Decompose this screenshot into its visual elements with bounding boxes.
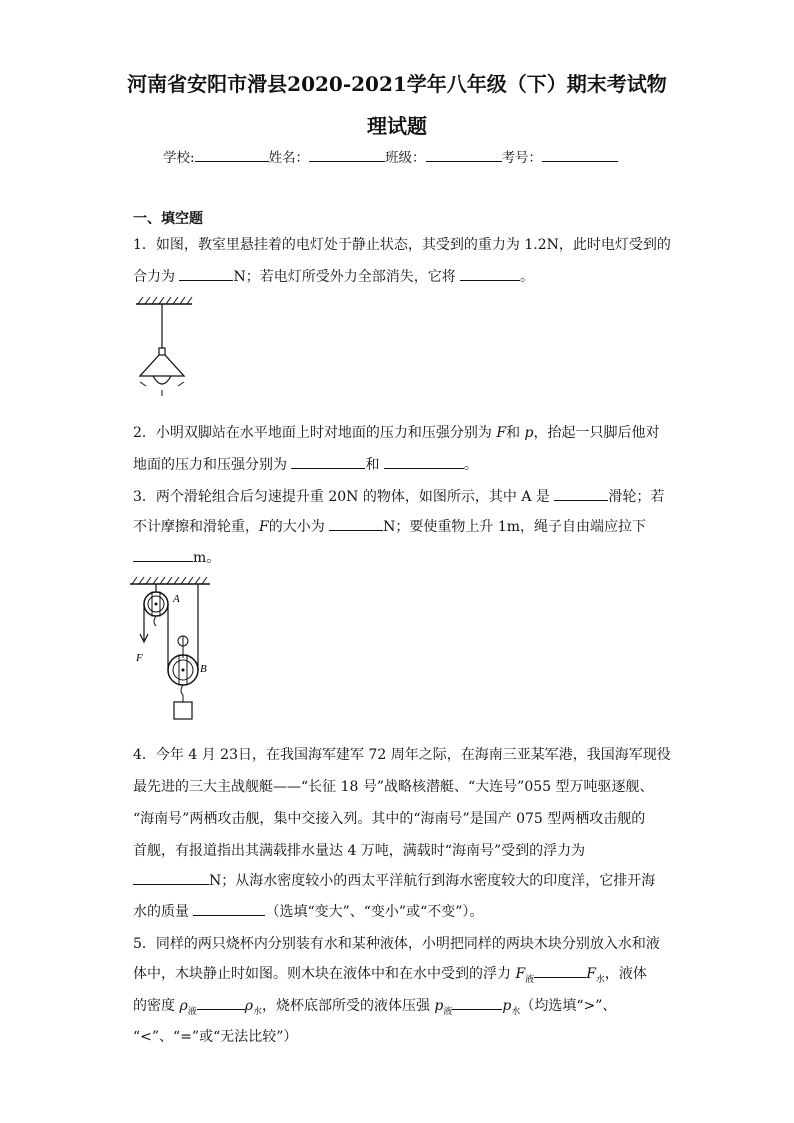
hanging-lamp-figure [134, 294, 194, 404]
q5-line-1: 5．同样的两只烧杯内分别装有水和某种液体，小明把同样的两块木块分别放入水和液 [133, 936, 660, 952]
q3-text-c: 不计摩擦和滑轮重， [133, 519, 259, 535]
q2-line-1 [133, 422, 660, 442]
q3-line-1 [133, 486, 664, 506]
q2-var-p: p [524, 425, 534, 441]
q5-text-c: 的密度 [133, 998, 180, 1014]
q3-blank-2[interactable] [329, 516, 383, 531]
label-f: F [136, 652, 143, 664]
title-line-1: 河南省安阳市滑县2020-2021学年八年级（下）期末考试物 [127, 72, 667, 96]
q5-sub-water: 水 [595, 974, 605, 985]
q5-line-4: “<”、“=”或“无法比较”） [133, 1029, 298, 1045]
q4-line-1: 4．今年 4 月 23日，在我国海军建军 72 周年之际，在海南三亚某军港，我国海军现役 [133, 747, 671, 763]
q2-var-f: F [496, 425, 507, 441]
q5-var-f-water: F [586, 966, 596, 982]
q5-text-b: ，液体 [604, 966, 647, 982]
q3-line-3 [133, 547, 220, 567]
q2-text-d: 和 [365, 457, 384, 473]
q2-blank-2[interactable] [384, 454, 464, 469]
q4-blank-1[interactable] [133, 870, 209, 885]
school-label: 学校: [163, 150, 195, 166]
q3-var-f: F [259, 519, 269, 535]
section-heading: 一、填空题 [133, 211, 203, 227]
q1-blank-2[interactable] [460, 266, 520, 281]
q3-text-d: 的大小为 [268, 519, 330, 535]
q2-text-e: 。 [463, 457, 478, 473]
q5-sub-water-3: 水 [511, 1006, 521, 1017]
q1-text-c: 。 [520, 269, 535, 285]
q4-line-6 [133, 901, 483, 921]
q3-text-b: 滑轮；若 [608, 489, 665, 505]
q5-blank-1[interactable] [534, 963, 586, 978]
q4-text-c: （选填“变大”、“变小”或“不变”）。 [265, 904, 484, 920]
q3-text-a: 3．两个滑轮组合后匀速提升重 20N 的物体，如图所示，其中 A 是 [133, 489, 555, 505]
q5-text-e: （均选填“>”、 [520, 998, 617, 1014]
q5-var-rho-water: ρ [244, 998, 253, 1014]
q2-text-b: ，抬起一只脚后他对 [533, 425, 660, 441]
q3-text-f: m。 [193, 550, 221, 566]
q4-line-2: 最先进的三大主战舰艇——“长征 18 号”战略核潜艇、“大连号”055 型万吨驱逐舰、 [133, 779, 654, 795]
q4-text-b: 水的质量 [133, 904, 194, 920]
pulley-system-figure [126, 574, 216, 724]
label-a: A [173, 593, 180, 605]
q5-line-3 [133, 995, 616, 1017]
q3-blank-3[interactable] [133, 547, 193, 562]
q4-line-3: “海南号”两栖攻击舰，集中交接入列。其中的“海南号”是国产 075 型两栖攻击舰的 [133, 811, 646, 827]
q2-text-a: 2．小明双脚站在水平地面上时对地面的压力和压强分别为 [133, 425, 497, 441]
q2-text-c: 地面的压力和压强分别为 [133, 457, 292, 473]
q1-line-1: 1．如图，教室里悬挂着的电灯处于静止状态，其受到的重力为 1.2N，此时电灯受到的 [133, 237, 671, 253]
label-b: B [200, 663, 207, 675]
q5-blank-3[interactable] [452, 995, 502, 1010]
class-label: 班级： [385, 150, 426, 166]
q5-var-p-liquid: p [434, 998, 444, 1014]
title-line-2: 理试题 [367, 114, 427, 138]
q4-line-5 [133, 870, 655, 890]
q5-var-rho-liquid: ρ [179, 998, 188, 1014]
q5-sub-liquid-3: 液 [443, 1006, 453, 1017]
q2-line-2 [133, 454, 478, 474]
exam-number-label: 考号： [501, 150, 543, 166]
exam-number-field[interactable] [542, 147, 618, 162]
name-field[interactable] [309, 147, 385, 162]
q2-blank-1[interactable] [291, 454, 365, 469]
q2-text-and: 和 [506, 425, 525, 441]
name-label: 姓名： [268, 150, 310, 166]
q1-line-2 [133, 266, 534, 286]
q5-sub-liquid: 液 [525, 974, 535, 985]
q5-line-2 [133, 963, 647, 985]
q1-text-b: N；若电灯所受外力全部消失，它将 [233, 269, 461, 285]
q1-blank-1[interactable] [179, 266, 233, 281]
q5-var-f-liquid: F [515, 966, 526, 982]
class-field[interactable] [426, 147, 502, 162]
q3-line-2 [133, 516, 646, 536]
student-info-row [163, 146, 618, 166]
q5-blank-2[interactable] [197, 995, 245, 1010]
q5-sub-liquid-2: 液 [187, 1006, 197, 1017]
q4-text-a: N；从海水密度较小的西太平洋航行到海水密度较大的印度洋，它排开海 [209, 873, 656, 889]
q4-blank-2[interactable] [193, 901, 265, 916]
q5-var-p-water: p [502, 998, 512, 1014]
q3-blank-1[interactable] [554, 486, 608, 501]
q3-text-e: N；要使重物上升 1m，绳子自由端应拉下 [383, 519, 647, 535]
q5-text-d: ，烧杯底部所受的液体压强 [261, 998, 435, 1014]
q5-text-a: 体中，木块静止时如图。则木块在液体中和在水中受到的浮力 [133, 966, 516, 982]
q5-sub-water-2: 水 [252, 1006, 262, 1017]
q1-text-a: 合力为 [133, 269, 180, 285]
q4-line-4: 首舰，有报道指出其满载排水量达 4 万吨，满载时“海南号”受到的浮力为 [133, 843, 586, 859]
school-field[interactable] [195, 147, 269, 162]
